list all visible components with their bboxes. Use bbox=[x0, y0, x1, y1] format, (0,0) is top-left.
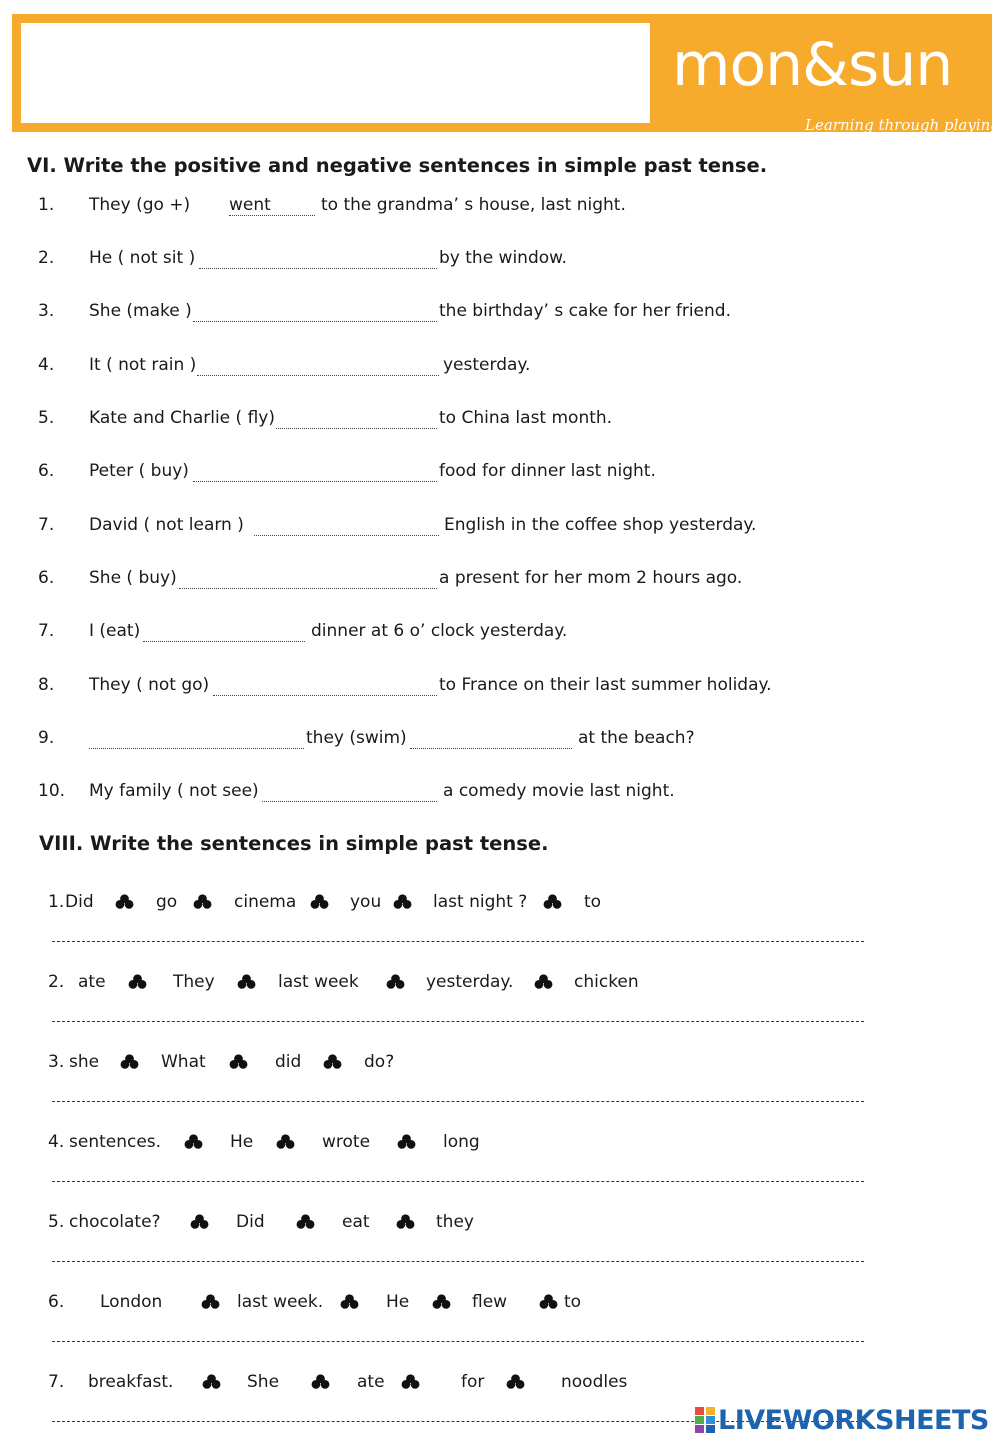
answer-blank[interactable] bbox=[89, 728, 304, 749]
item-answer[interactable]: went bbox=[229, 195, 271, 215]
word: did bbox=[275, 1052, 302, 1072]
header-banner bbox=[12, 14, 1000, 134]
answer-blank[interactable] bbox=[213, 675, 437, 696]
scramble-item-4 bbox=[0, 1132, 1000, 1162]
liveworksheets-logo-icon bbox=[694, 1406, 716, 1434]
exercise-item-8 bbox=[0, 568, 1000, 598]
item-prompt: My family ( not see) bbox=[89, 781, 259, 801]
item-number: 4. bbox=[48, 1132, 65, 1152]
item-number: 5. bbox=[48, 1212, 65, 1232]
scramble-item-7 bbox=[0, 1372, 1000, 1402]
word: last week bbox=[278, 972, 359, 992]
item-number: 2. bbox=[48, 972, 65, 992]
club-icon bbox=[506, 1373, 525, 1392]
club-icon bbox=[202, 1373, 221, 1392]
item-prompt: They ( not go) bbox=[89, 675, 210, 695]
answer-blank[interactable] bbox=[193, 461, 437, 482]
item-prompt: She (make ) bbox=[89, 301, 192, 321]
club-icon bbox=[323, 1053, 342, 1072]
answer-blank[interactable] bbox=[143, 621, 305, 642]
word: breakfast. bbox=[88, 1372, 174, 1392]
item-suffix: a present for her mom 2 hours ago. bbox=[439, 568, 743, 588]
word: eat bbox=[342, 1212, 370, 1232]
club-icon bbox=[393, 893, 412, 912]
answer-line[interactable] bbox=[52, 1021, 864, 1022]
exercise-item-2 bbox=[0, 248, 1000, 278]
item-prompt: She ( buy) bbox=[89, 568, 177, 588]
answer-blank[interactable] bbox=[254, 515, 439, 536]
item-suffix: English in the coffee shop yesterday. bbox=[444, 515, 757, 535]
word: chocolate? bbox=[69, 1212, 161, 1232]
club-icon bbox=[401, 1373, 420, 1392]
item-number: 2. bbox=[38, 248, 55, 268]
item-number: 1. bbox=[48, 892, 65, 912]
item-number: 4. bbox=[38, 355, 55, 375]
item-prompt: It ( not rain ) bbox=[89, 355, 197, 375]
item-suffix: dinner at 6 o’ clock yesterday. bbox=[311, 621, 568, 641]
club-icon bbox=[397, 1133, 416, 1152]
exercise-item-12 bbox=[0, 781, 1000, 811]
logo-text: mon&sun bbox=[672, 30, 953, 100]
exercise-item-11 bbox=[0, 728, 1000, 758]
club-icon bbox=[115, 893, 134, 912]
liveworksheets-wordmark: LIVEWORKSHEETS bbox=[718, 1405, 989, 1436]
club-icon bbox=[296, 1213, 315, 1232]
liveworksheets-badge[interactable] bbox=[694, 1404, 990, 1438]
exercise-item-5 bbox=[0, 408, 1000, 438]
scramble-item-1 bbox=[0, 892, 1000, 922]
word: to bbox=[584, 892, 602, 912]
word: They bbox=[173, 972, 215, 992]
item-prompt: I (eat) bbox=[89, 621, 141, 641]
item-prompt: they (swim) bbox=[306, 728, 407, 748]
item-number: 9. bbox=[38, 728, 55, 748]
item-suffix: food for dinner last night. bbox=[439, 461, 656, 481]
scramble-item-5 bbox=[0, 1212, 1000, 1242]
scramble-item-6 bbox=[0, 1292, 1000, 1322]
word: chicken bbox=[574, 972, 639, 992]
item-prompt: Peter ( buy) bbox=[89, 461, 189, 481]
exercise-item-4 bbox=[0, 355, 1000, 385]
word: to bbox=[564, 1292, 582, 1312]
word: sentences. bbox=[69, 1132, 162, 1152]
word: flew bbox=[472, 1292, 508, 1312]
item-suffix: by the window. bbox=[439, 248, 567, 268]
club-icon bbox=[396, 1213, 415, 1232]
club-icon bbox=[543, 893, 562, 912]
item-number: 3. bbox=[48, 1052, 65, 1072]
answer-line[interactable] bbox=[52, 1261, 864, 1262]
word: long bbox=[443, 1132, 480, 1152]
item-number: 6. bbox=[38, 461, 55, 481]
word: noodles bbox=[561, 1372, 628, 1392]
club-icon bbox=[190, 1213, 209, 1232]
club-icon bbox=[229, 1053, 248, 1072]
scramble-item-3 bbox=[0, 1052, 1000, 1082]
answer-blank[interactable] bbox=[193, 301, 437, 322]
club-icon bbox=[340, 1293, 359, 1312]
exercise-item-9 bbox=[0, 621, 1000, 651]
club-icon bbox=[120, 1053, 139, 1072]
word: last night ? bbox=[433, 892, 528, 912]
answer-line[interactable] bbox=[52, 1181, 864, 1182]
answer-line[interactable] bbox=[52, 941, 864, 942]
word: Did bbox=[65, 892, 94, 912]
section-viii-title: VIII. Write the sentences in simple past tense. bbox=[39, 832, 549, 855]
item-number: 7. bbox=[38, 621, 55, 641]
club-icon bbox=[310, 893, 329, 912]
exercise-item-6 bbox=[0, 461, 1000, 491]
club-icon bbox=[128, 973, 147, 992]
answer-blank[interactable] bbox=[197, 355, 439, 376]
answer-blank[interactable] bbox=[199, 248, 437, 269]
item-suffix: to China last month. bbox=[439, 408, 613, 428]
answer-line[interactable] bbox=[52, 1341, 864, 1342]
word: He bbox=[386, 1292, 410, 1312]
name-box bbox=[21, 23, 650, 123]
club-icon bbox=[432, 1293, 451, 1312]
word: She bbox=[247, 1372, 280, 1392]
word: London bbox=[100, 1292, 163, 1312]
item-prompt: David ( not learn ) bbox=[89, 515, 244, 535]
monsun-logo bbox=[672, 30, 1000, 134]
item-number: 7. bbox=[48, 1372, 65, 1392]
item-number: 6. bbox=[48, 1292, 65, 1312]
item-number: 1. bbox=[38, 195, 55, 215]
scramble-item-2 bbox=[0, 972, 1000, 1002]
word: ate bbox=[78, 972, 106, 992]
item-suffix: to France on their last summer holiday. bbox=[439, 675, 772, 695]
word: ate bbox=[357, 1372, 385, 1392]
club-icon bbox=[201, 1293, 220, 1312]
word: you bbox=[350, 892, 382, 912]
section-vi-title: VI. Write the positive and negative sentences in simple past tense. bbox=[27, 154, 768, 177]
answer-blank[interactable] bbox=[179, 568, 437, 589]
item-suffix: yesterday. bbox=[443, 355, 531, 375]
word: What bbox=[161, 1052, 206, 1072]
exercise-item-1 bbox=[0, 195, 1000, 225]
word: He bbox=[230, 1132, 254, 1152]
word: cinema bbox=[234, 892, 297, 912]
item-suffix: a comedy movie last night. bbox=[443, 781, 675, 801]
exercise-item-10 bbox=[0, 675, 1000, 705]
item-prompt: They (go +) bbox=[89, 195, 191, 215]
word: do? bbox=[364, 1052, 395, 1072]
exercise-item-3 bbox=[0, 301, 1000, 331]
word: wrote bbox=[322, 1132, 371, 1152]
answer-blank[interactable] bbox=[262, 781, 437, 802]
word: go bbox=[156, 892, 178, 912]
item-prompt: Kate and Charlie ( fly) bbox=[89, 408, 275, 428]
club-icon bbox=[534, 973, 553, 992]
word: she bbox=[69, 1052, 100, 1072]
answer-blank[interactable] bbox=[229, 195, 315, 216]
word: they bbox=[436, 1212, 474, 1232]
club-icon bbox=[539, 1293, 558, 1312]
club-icon bbox=[311, 1373, 330, 1392]
exercise-item-7 bbox=[0, 515, 1000, 545]
word: Did bbox=[236, 1212, 265, 1232]
word: yesterday. bbox=[426, 972, 514, 992]
answer-blank[interactable] bbox=[276, 408, 437, 429]
item-suffix: to the grandma’ s house, last night. bbox=[321, 195, 626, 215]
answer-line[interactable] bbox=[52, 1101, 864, 1102]
club-icon bbox=[276, 1133, 295, 1152]
item-suffix: the birthday’ s cake for her friend. bbox=[439, 301, 731, 321]
club-icon bbox=[386, 973, 405, 992]
club-icon bbox=[193, 893, 212, 912]
logo-tagline: Learning through playing bbox=[805, 116, 1000, 134]
word: for bbox=[461, 1372, 485, 1392]
club-icon bbox=[184, 1133, 203, 1152]
item-number: 10. bbox=[38, 781, 66, 801]
item-number: 3. bbox=[38, 301, 55, 321]
item-number: 6. bbox=[38, 568, 55, 588]
item-number: 8. bbox=[38, 675, 55, 695]
item-prompt: He ( not sit ) bbox=[89, 248, 196, 268]
item-suffix: at the beach? bbox=[578, 728, 695, 748]
item-number: 7. bbox=[38, 515, 55, 535]
word: last week. bbox=[237, 1292, 324, 1312]
club-icon bbox=[237, 973, 256, 992]
answer-blank[interactable] bbox=[410, 728, 572, 749]
item-number: 5. bbox=[38, 408, 55, 428]
